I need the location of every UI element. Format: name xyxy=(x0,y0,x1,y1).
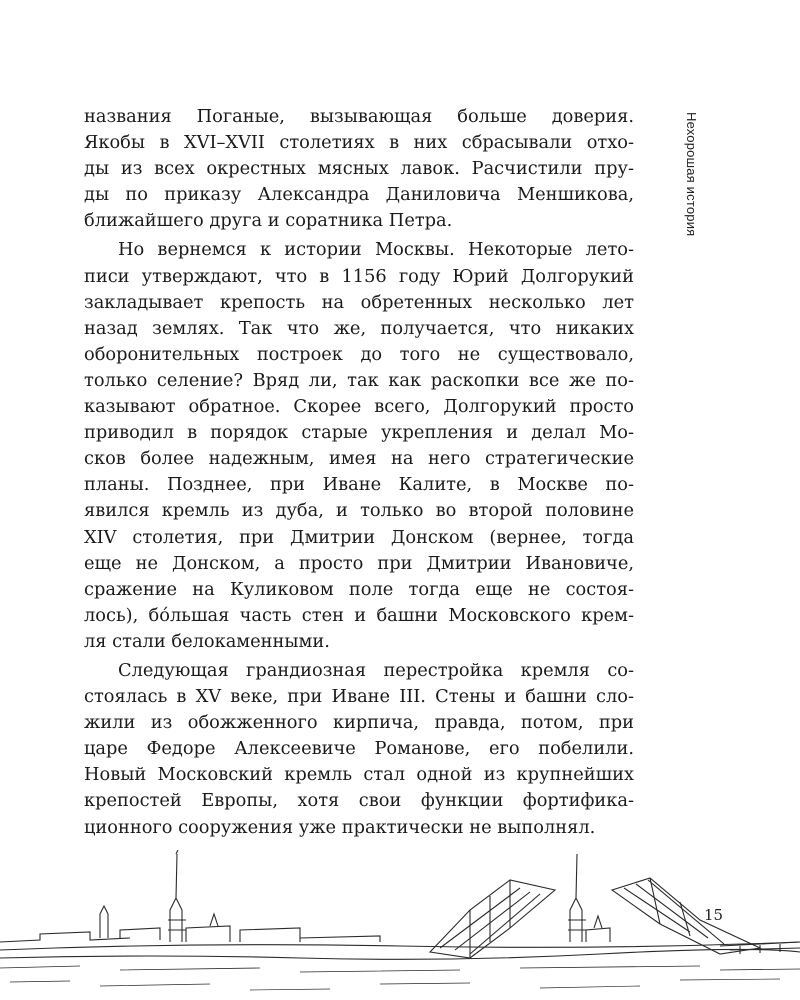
text-line: названия Поганые, вызывающая больше доверия. xyxy=(84,106,634,127)
city-skyline-illustration xyxy=(0,850,800,1000)
text-line: Якобы в XVI–XVII столетиях в них сбрасывали отхо- xyxy=(84,132,634,154)
text-line: жили из обожженного кирпича, правда, потом, при xyxy=(84,712,634,734)
text-line: ля стали белокаменными. xyxy=(84,630,330,652)
text-line: Новый Московский кремль стал одной из крупнейших xyxy=(84,764,634,786)
text-line: ближайшего друга и соратника Петра. xyxy=(84,210,453,232)
text-line: лось), бóльшая часть стен и башни Московского крем- xyxy=(84,604,634,626)
text-line: явился кремль из дуба, и только во второй половине xyxy=(84,500,634,522)
text-line: казывают обратное. Скорее всего, Долгорукий просто xyxy=(84,396,634,418)
page-body xyxy=(84,104,634,844)
text-line: только селение? Вряд ли, так как раскопки все же по- xyxy=(84,369,634,391)
drawbridge-leaf-right xyxy=(612,878,760,954)
paragraph xyxy=(84,104,634,234)
text-line: сражение на Куликовом поле тогда еще не состоя- xyxy=(84,578,634,600)
text-line: стоялась в XV веке, при Иване III. Стены и башни сло- xyxy=(84,686,634,708)
text-line: ды из всех окрестных мясных лавок. Расчистили пру- xyxy=(84,158,634,180)
text-line: крепостей Европы, хотя свои функции фортифика- xyxy=(84,790,634,812)
running-header: Нехорошая история xyxy=(684,112,699,237)
page-number: 15 xyxy=(704,906,724,924)
text-line: приводил в порядок старые укрепления и делал Мо- xyxy=(84,422,634,444)
text-line: планы. Позднее, при Иване Калите, в Москве по- xyxy=(84,474,634,496)
text-line: сков более надежным, имея на него стратегические xyxy=(84,448,634,470)
text-line: ционного сооружения уже практически не выполнял. xyxy=(84,816,596,838)
paragraph xyxy=(84,237,634,655)
text-line: закладывает крепость на обретенных несколько лет xyxy=(84,291,634,313)
text-line: Следующая грандиозная перестройка кремля со- xyxy=(118,659,634,681)
text-line: Но вернемся к истории Москвы. Некоторые лето- xyxy=(118,239,634,261)
small-spire-left xyxy=(100,906,108,938)
text-line: оборонительных построек до того не существовало, xyxy=(84,343,634,365)
text-line: XIV столетия, при Дмитрии Донском (вернее, тогда xyxy=(84,526,634,548)
text-line: ды по приказу Александра Даниловича Меншикова, xyxy=(84,184,634,206)
paragraph xyxy=(84,658,634,841)
embankment-line xyxy=(0,942,800,950)
text-line: еще не Донском, а просто при Дмитрии Ивановиче, xyxy=(84,552,634,574)
text-line: назад землях. Так что же, получается, что никаких xyxy=(84,317,634,339)
text-line: царе Федоре Алексеевиче Романове, его побелили. xyxy=(84,738,634,760)
text-line: писи утверждают, что в 1156 году Юрий Долгорукий xyxy=(84,265,634,287)
